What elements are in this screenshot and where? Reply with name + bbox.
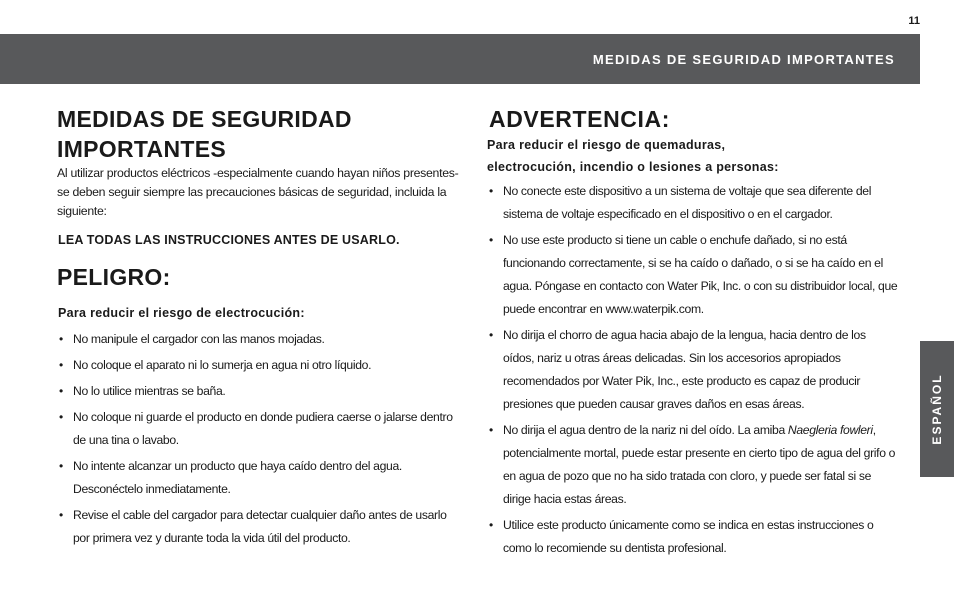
safety-title-line1: MEDIDAS DE SEGURIDAD (57, 106, 352, 132)
bullet: • (489, 184, 493, 198)
danger-title: PELIGRO: (57, 264, 171, 290)
safety-title-line2: IMPORTANTES (57, 136, 226, 162)
danger-subtitle: Para reducir el riesgo de electrocución: (58, 306, 305, 320)
bullet: • (489, 518, 493, 532)
intro-paragraph: Al utilizar productos eléctricos -especialmente cuando hayan niños presentes- se deben seguir siempre las precauciones básicas de seguridad, incluida la siguiente: (57, 166, 459, 218)
list-item: • No coloque el aparato ni lo sumerja en agua ni otro líquido. (57, 354, 465, 377)
read-instructions-notice: LEA TODAS LAS INSTRUCCIONES ANTES DE USARLO. (58, 233, 400, 247)
bullet: • (489, 423, 493, 437)
language-tab (920, 341, 954, 477)
list-item: • No manipule el cargador con las manos mojadas. (57, 328, 465, 351)
bullet: • (59, 384, 63, 398)
language-tab-label: ESPAÑOL (930, 373, 944, 445)
species-name: Naegleria fowleri (787, 423, 873, 437)
bullet: • (489, 233, 493, 247)
warning-subtitle (487, 134, 899, 178)
bullet: • (59, 508, 63, 522)
warning-subtitle-line2: electrocución, incendio o lesiones a personas: (487, 160, 779, 174)
danger-list (57, 328, 465, 550)
bullet: • (59, 358, 63, 372)
right-column (487, 104, 899, 563)
list-item: • No conecte este dispositivo a un sistema de voltaje que sea diferente del sistema de voltaje especificado en el dispositivo o en el cargador. (487, 180, 899, 226)
bullet: • (59, 410, 63, 424)
list-item: • No intente alcanzar un producto que haya caído dentro del agua. Desconéctelo inmediatamente. (57, 455, 465, 501)
bullet: • (59, 332, 63, 346)
safety-title (57, 104, 465, 164)
list-item: • No dirija el chorro de agua hacia abajo de la lengua, hacia dentro de los oídos, nariz u otras áreas delicadas. Sin los accesorios apropiados recomendados por Water Pik, Inc., este producto es capaz de producir presiones que pueden causar graves daños en esas áreas. (487, 324, 899, 416)
list-item: • Utilice este producto únicamente como se indica en estas instrucciones o como lo recomiende su dentista profesional. (487, 514, 899, 560)
bullet: • (59, 459, 63, 473)
left-column (57, 104, 465, 553)
warning-list (487, 180, 899, 560)
header-band (0, 34, 920, 84)
warning-title: ADVERTENCIA: (489, 106, 670, 132)
page-number: 11 (908, 15, 920, 27)
list-item: • Revise el cable del cargador para detectar cualquier daño antes de usarlo por primera vez y durante toda la vida útil del producto. (57, 504, 465, 550)
bullet: • (489, 328, 493, 342)
list-item: • No use este producto si tiene un cable o enchufe dañado, si no está funcionando correctamente, si se ha caído o dañado, o si se ha caído en el agua. Póngase en contacto con Water Pik, Inc. o con su distribuidor local, que puede encontrar en www.waterpik.com. (487, 229, 899, 321)
list-item: • No lo utilice mientras se baña. (57, 380, 465, 403)
list-item: • No dirija el agua dentro de la nariz ni del oído. La amiba Naegleria fowleri, potencialmente mortal, puede estar presente en cierto tipo de agua del grifo o en agua de pozo que no ha sido tratada con cloro, y puede ser fatal si se dirige hacia estas áreas. (487, 419, 899, 511)
warning-subtitle-line1: Para reducir el riesgo de quemaduras, (487, 138, 726, 152)
list-item: • No coloque ni guarde el producto en donde pudiera caerse o jalarse dentro de una tina o lavabo. (57, 406, 465, 452)
header-title: MEDIDAS DE SEGURIDAD IMPORTANTES (592, 52, 895, 67)
